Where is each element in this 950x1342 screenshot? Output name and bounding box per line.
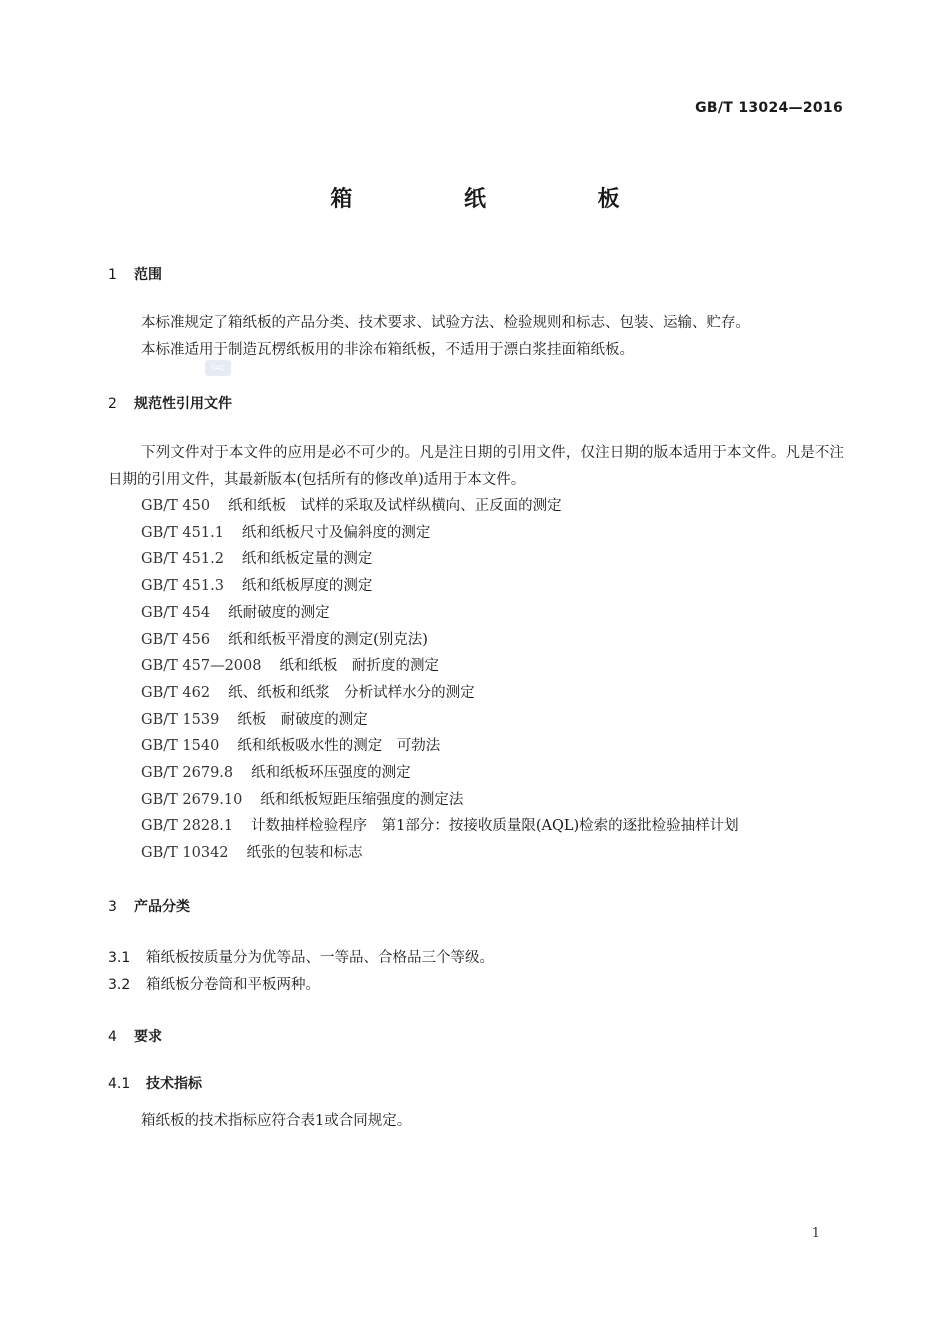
reference-code: GB/T 454	[141, 604, 211, 621]
reference-item	[141, 813, 739, 840]
reference-code: GB/T 451.3	[141, 578, 224, 595]
reference-item	[141, 707, 739, 734]
reference-title: 纸和纸板短距压缩强度的测定法	[260, 791, 464, 808]
clause-text: 箱纸板分卷筒和平板两种。	[146, 977, 320, 993]
references-intro: 下列文件对于本文件的应用是必不可少的。凡是注日期的引用文件，仅注日期的版本适用于本文件。凡是不注日期的引用文件，其最新版本(包括所有的修改单)适用于本文件。	[108, 445, 844, 488]
reference-title: 纸和纸板环压强度的测定	[251, 765, 411, 782]
reference-item	[141, 760, 739, 787]
section-number: 4	[108, 1029, 117, 1045]
reference-code: GB/T 457—2008	[141, 658, 262, 675]
standard-code: GB/T 13024—2016	[695, 100, 843, 116]
section-heading-scope	[108, 264, 162, 284]
clause-3-2	[108, 973, 320, 994]
subsection-title: 技术指标	[146, 1076, 202, 1092]
reference-code: GB/T 10342	[141, 845, 229, 862]
section-title: 规范性引用文件	[134, 396, 232, 412]
reference-item	[141, 573, 739, 600]
reference-code: GB/T 1540	[141, 738, 220, 755]
subsection-number: 4.1	[108, 1076, 131, 1092]
reference-title: 纸和纸板定量的测定	[241, 551, 373, 568]
page-number: 1	[811, 1226, 820, 1241]
reference-code: GB/T 450	[141, 498, 211, 514]
section-title: 范围	[134, 267, 162, 283]
section-title: 产品分类	[134, 899, 190, 915]
technical-indicators-paragraph: 箱纸板的技术指标应符合表1或合同规定。	[141, 1113, 412, 1129]
reference-code: GB/T 2679.8	[141, 765, 234, 782]
scope-paragraph-1: 本标准规定了箱纸板的产品分类、技术要求、试验方法、检验规则和标志、包装、运输、贮存。	[141, 315, 750, 331]
reference-code: GB/T 462	[141, 684, 211, 701]
clause-text: 箱纸板按质量分为优等品、一等品、合格品三个等级。	[146, 950, 494, 966]
section-number: 2	[108, 396, 117, 412]
reference-code: GB/T 1539	[141, 711, 220, 728]
reference-title: 纸和纸板吸水性的测定 可勃法	[237, 738, 441, 755]
reference-code: GB/T 456	[141, 631, 211, 648]
reference-item	[141, 787, 739, 814]
reference-title: 纸耐破度的测定	[228, 604, 330, 621]
reference-code: GB/T 451.1	[141, 524, 224, 541]
reference-title: 纸和纸板厚度的测定	[241, 578, 373, 595]
subsection-heading-technical-indicators	[108, 1073, 202, 1093]
reference-title: 纸和纸板尺寸及偏斜度的测定	[241, 524, 431, 541]
section-number: 1	[108, 267, 117, 283]
reference-item	[141, 600, 739, 627]
clause-number: 3.1	[108, 950, 131, 966]
reference-code: GB/T 451.2	[141, 551, 224, 568]
reference-list	[141, 493, 739, 867]
reference-item	[141, 520, 739, 547]
watermark-logo: SAC	[205, 360, 231, 376]
section-heading-normative-references	[108, 393, 232, 413]
document-title: 箱 纸 板	[330, 187, 672, 212]
reference-item	[141, 493, 739, 520]
section-title: 要求	[134, 1029, 162, 1045]
section-number: 3	[108, 899, 117, 915]
reference-title: 纸板 耐破度的测定	[237, 711, 368, 728]
reference-item	[141, 627, 739, 654]
reference-item	[141, 653, 739, 680]
section-heading-classification	[108, 896, 190, 916]
clause-3-1	[108, 946, 494, 967]
reference-item	[141, 546, 739, 573]
section-heading-requirements	[108, 1026, 162, 1046]
reference-code: GB/T 2828.1	[141, 818, 234, 835]
reference-item	[141, 840, 739, 867]
reference-title: 纸、纸板和纸浆 分析试样水分的测定	[228, 684, 475, 701]
reference-title: 纸张的包装和标志	[246, 845, 363, 862]
clause-number: 3.2	[108, 977, 131, 993]
scope-paragraph-2: 本标准适用于制造瓦楞纸板用的非涂布箱纸板，不适用于漂白浆挂面箱纸板。	[141, 342, 634, 358]
reference-item	[141, 733, 739, 760]
reference-code: GB/T 2679.10	[141, 791, 243, 808]
reference-title: 纸和纸板平滑度的测定(别克法)	[228, 631, 428, 648]
reference-title: 计数抽样检验程序 第1部分：按接收质量限(AQL)检索的逐批检验抽样计划	[251, 818, 739, 835]
reference-title: 纸和纸板 试样的采取及试样纵横向、正反面的测定	[228, 498, 562, 514]
reference-item	[141, 680, 739, 707]
reference-title: 纸和纸板 耐折度的测定	[279, 658, 439, 675]
